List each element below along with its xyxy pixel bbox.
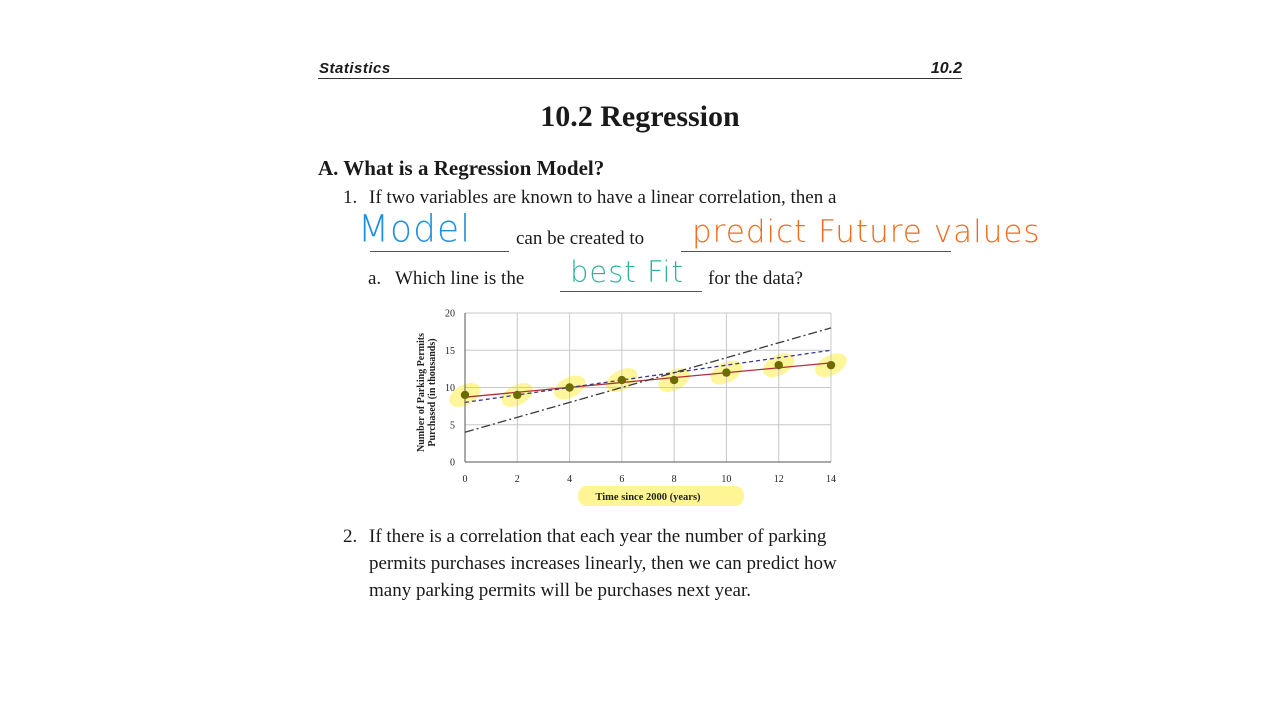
y-tick-label: 0 [450, 457, 455, 469]
handwritten-answer-predict: predict Future values [692, 214, 1041, 250]
data-point [722, 368, 730, 376]
y-tick-label: 5 [450, 420, 455, 432]
y-axis-label-line: Number of Parking Permits [416, 333, 427, 452]
item1-line1: If two variables are known to have a linear correlation, then a [369, 187, 837, 208]
sub-item-label: a. [368, 268, 382, 289]
x-tick-label: 8 [671, 474, 677, 485]
data-point [670, 376, 678, 384]
data-point [775, 361, 783, 369]
item-number-2: 2. [343, 526, 358, 547]
x-axis-label: Time since 2000 (years) [595, 492, 701, 503]
y-tick-label: 20 [445, 308, 455, 320]
data-point [565, 383, 573, 391]
x-tick-label: 12 [773, 474, 784, 485]
x-tick-label: 0 [462, 474, 468, 485]
course-header: Statistics [319, 60, 391, 77]
item2-line-3: many parking permits will be purchases next year. [369, 580, 752, 601]
item1-middle-text: can be created to [516, 228, 645, 249]
y-tick-label: 10 [445, 383, 455, 394]
x-tick-label: 10 [721, 474, 732, 485]
x-tick-label: 6 [619, 474, 625, 485]
x-tick-label: 4 [567, 474, 573, 485]
fit-line-dash-dot [465, 328, 831, 432]
data-point [618, 376, 626, 384]
section-number: 10.2 [930, 60, 962, 77]
sub-item-before: Which line is the [395, 268, 525, 289]
x-tick-label: 2 [514, 474, 520, 485]
x-tick-label: 14 [826, 474, 836, 485]
item-number-1: 1. [343, 187, 358, 208]
blank-line-1 [370, 251, 509, 252]
handwritten-answer-model: Model [358, 207, 472, 252]
blank-line-2 [681, 251, 951, 252]
item2-line-1: If there is a correlation that each year the number of parking [369, 526, 827, 547]
blank-line-3 [560, 291, 702, 292]
data-point [827, 361, 835, 369]
section-heading: A. What is a Regression Model? [318, 156, 605, 180]
data-point [461, 391, 469, 399]
item2-line-2: permits purchases increases linearly, then we can predict how [369, 553, 837, 574]
y-tick-label: 15 [445, 345, 455, 357]
header-divider [318, 78, 962, 79]
page-title: 10.2 Regression [540, 100, 740, 133]
data-point [513, 391, 521, 399]
y-axis-label-line: Purchased (in thousands) [427, 338, 438, 447]
regression-chart [400, 300, 880, 515]
handwritten-answer-best-fit: best Fit [570, 255, 684, 289]
sub-item-after: for the data? [708, 268, 803, 289]
